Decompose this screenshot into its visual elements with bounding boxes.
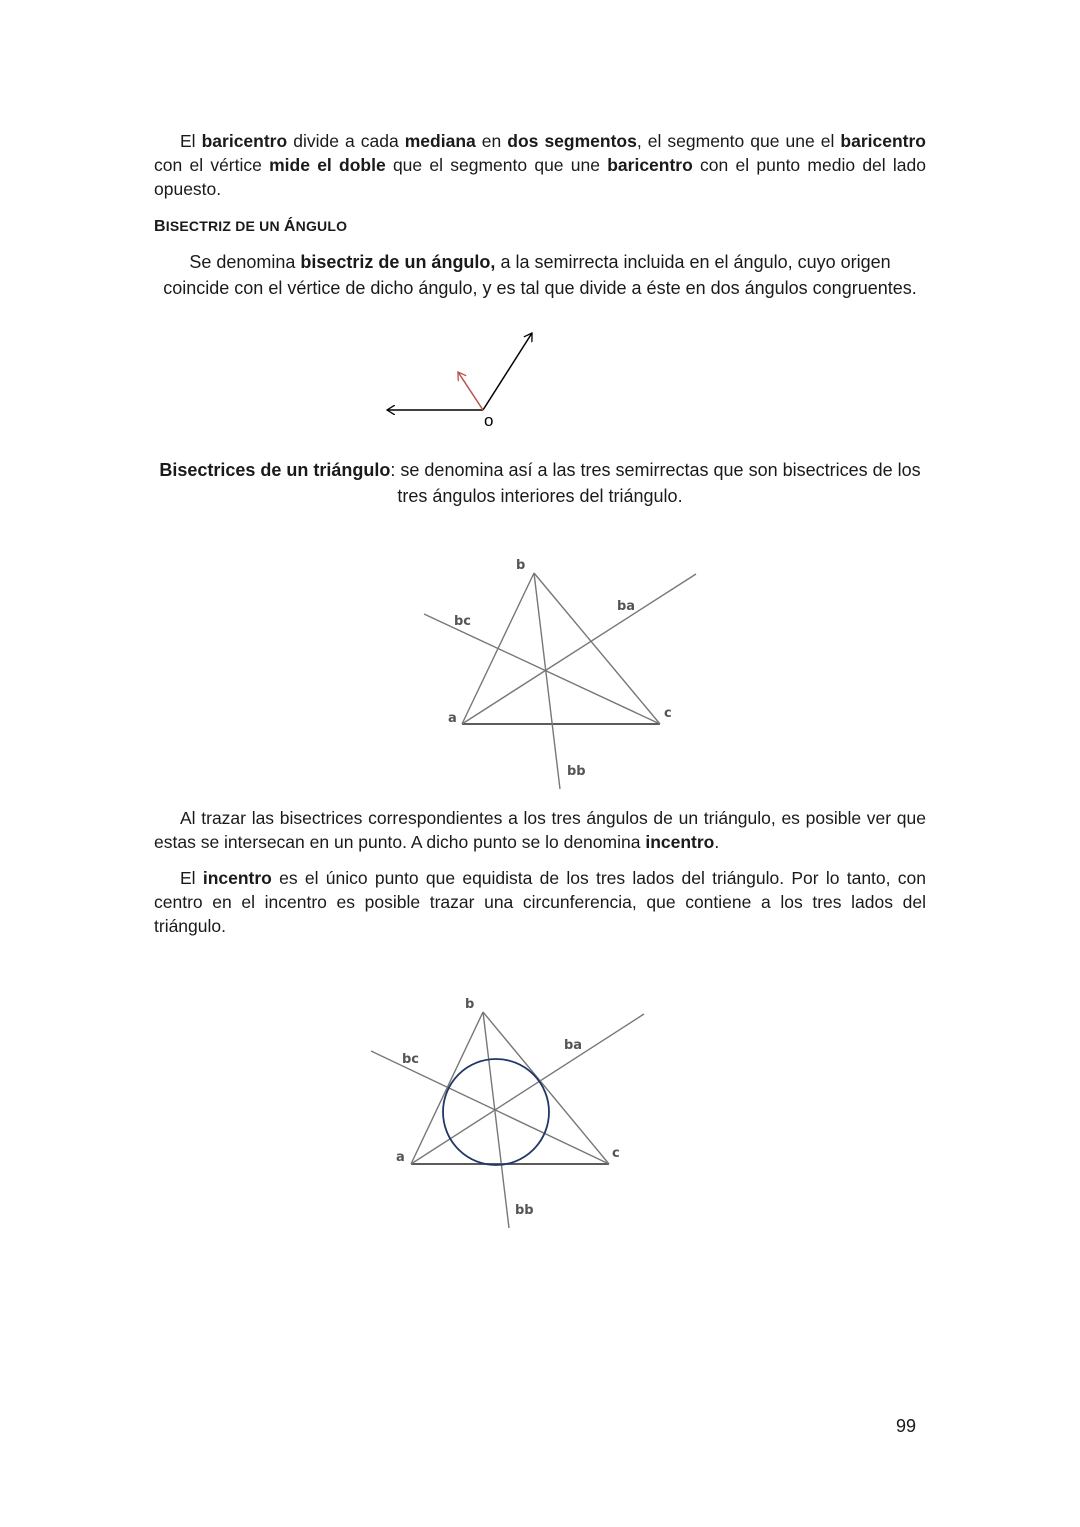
vertex-label-b: b — [465, 997, 475, 1012]
triangle-side-bc — [534, 573, 660, 724]
vertex-label-o: o — [484, 411, 494, 430]
bisector-label-bb: bb — [567, 764, 586, 779]
bisector-line-bb — [483, 1012, 509, 1228]
vertex-label-b: b — [516, 558, 526, 573]
bisector-label-ba: ba — [564, 1038, 583, 1053]
paragraph-bisectrices-triangulo: Bisectrices de un triángulo: se denomina así a las tres semirrectas que son bisectrices de los tres ángulos interiores del triángulo. — [159, 460, 921, 506]
angle-bisector-figure — [380, 325, 550, 435]
page-number: 99 — [896, 1416, 917, 1436]
vertex-label-c: c — [664, 706, 672, 721]
bisector-line-bb — [534, 573, 560, 789]
bisector-label-ba: ba — [617, 599, 636, 614]
bisector-label-bb: bb — [515, 1203, 534, 1218]
angle-side-right — [483, 333, 532, 410]
paragraph-bisectriz-definition: Se denomina bisectriz de un ángulo, a la semirrecta incluida en el ángulo, cuyo origen coincide con el vértice de dicho ángulo, y es tal que divide a éste en dos ángulos congruentes. — [163, 252, 917, 298]
bisector-label-bc: bc — [402, 1052, 420, 1067]
bisector-label-bc: bc — [454, 614, 472, 629]
vertex-label-c: c — [612, 1146, 620, 1161]
vertex-label-a: a — [448, 711, 457, 726]
incircle-figure — [350, 985, 660, 1235]
triangle-bisectors-figure — [400, 545, 710, 795]
section-heading: BISECTRIZ DE UN ÁNGULO — [154, 218, 348, 235]
vertex-label-a: a — [396, 1150, 405, 1165]
triangle-side-bc — [483, 1012, 609, 1164]
paragraph-incentro-equidistant: El incentro es el único punto que equidista de los tres lados del triángulo. Por lo tanto, con centro en el incentro es posible trazar una circunferencia, que contiene a los tres lados del triángulo. — [154, 868, 926, 936]
paragraph-baricentro: El baricentro divide a cada mediana en dos segmentos, el segmento que une el baricentro con el vértice mide el doble que el segmento que une baricentro con el punto medio del lado opuesto. — [154, 131, 926, 199]
paragraph-incentro-intersection: Al trazar las bisectrices correspondientes a los tres ángulos de un triángulo, es posible ver que estas se intersecan en un punto. A dicho punto se lo denomina incentro. — [154, 808, 926, 852]
incircle — [443, 1059, 549, 1165]
bisector-line-bc — [424, 614, 660, 724]
bisector-ray — [458, 372, 483, 410]
